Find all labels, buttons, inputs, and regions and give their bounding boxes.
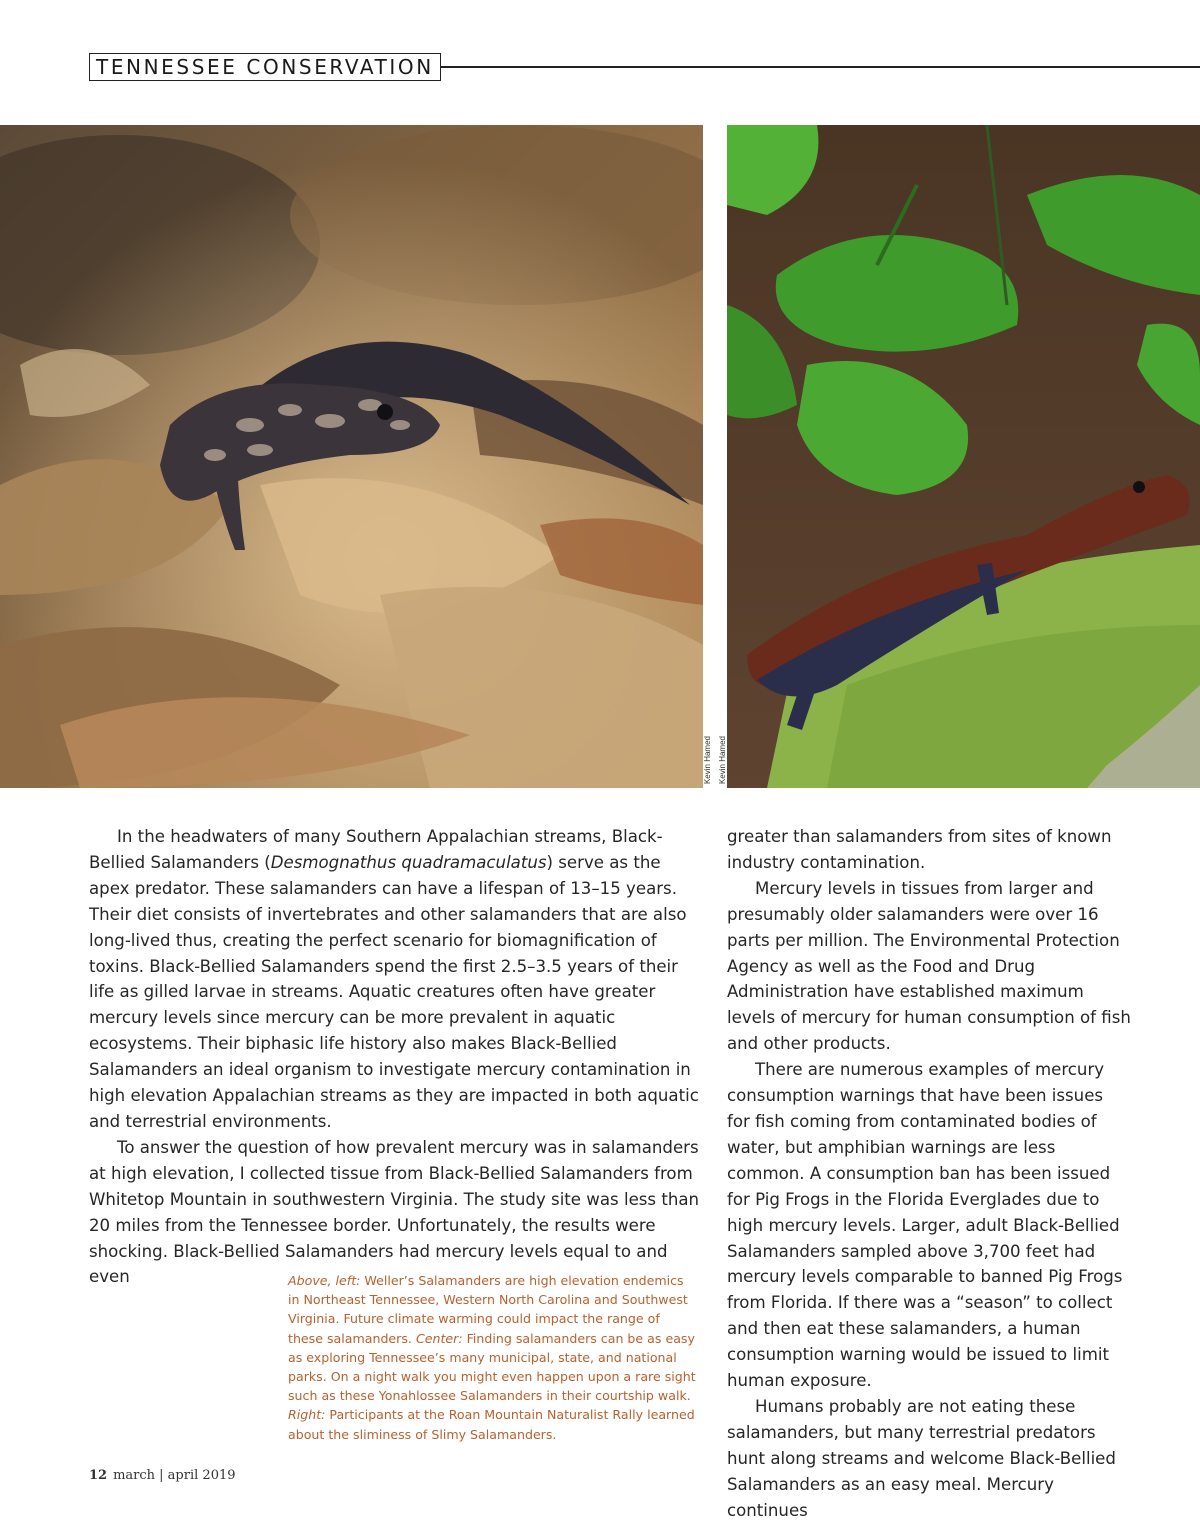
article-column-left (89, 824, 703, 1290)
caption-label: Center: (415, 1330, 463, 1346)
caption-label: Above, left: (288, 1273, 361, 1288)
page-number: 12 (89, 1468, 108, 1483)
header-rule (441, 66, 1200, 68)
article-paragraph: There are numerous examples of mercury consumption warnings that have been issues for fish coming from contaminated bodies of water, but amphibian warnings are less common. A consumption ban has been issued for Pig Frogs in the Florida Everglades due to high mercury levels. Larger, adult Black-Bellied Salamanders sampled above 3,700 feet had mercury levels comparable to banned Pig Frogs from Florida. If there was a “season” to collect and then eat these salamanders, a human consumption warning would be issued to limit human exposure. (727, 1060, 1123, 1391)
article-paragraph: To answer the question of how prevalent mercury was in salamanders at high elevation, I collected tissue from Black-Bellied Salamanders from Whitetop Mountain in southwestern Virginia. The study site was less than 20 miles from the Tennessee border. Unfortunately, the results were shocking. Black-Bellied Salamanders had mercury levels equal to and even (89, 1137, 700, 1287)
page-folio (89, 1468, 236, 1483)
photo-caption: Above, left: Weller’s Salamanders are high elevation endemics in Northeast Tennessee, Western North Carolina and Southwest Virginia. Future climate warming could impact the range of these salamanders. Center: Finding salamanders can be as easy as exploring Tennessee’s many municipal, state, and national parks. On a night walk you might even happen upon a rare sight such as these Yonahlossee Salamanders in their courtship walk. Right: Participants at the Roan Mountain Naturalist Rally learned about the sliminess of Slimy Salamanders. (288, 1273, 696, 1442)
photo-credit-right: Kevin Hamed (718, 736, 727, 785)
section-header (89, 53, 1200, 83)
article-paragraph: Mercury levels in tissues from larger and presumably older salamanders were over 16 parts per million. The Environmental Protection Agency as well as the Food and Drug Administration have established maximum levels of mercury for human consumption of fish and other products. (727, 878, 1131, 1054)
article-paragraph: greater than salamanders from sites of known industry contamination. (727, 827, 1112, 872)
article-paragraph: In the headwaters of many Southern Appalachian streams, Black-Bellied Salamanders (Desmognathus quadramaculatus) serve as the apex predator. These salamanders can have a lifespan of 13–15 years. Their diet consists of invertebrates and other salamanders that are also long-lived thus, creating the perfect scenario for biomagnification of toxins. Black-Bellied Salamanders spend the first 2.5–3.5 years of their life as gilled larvae in streams. Aquatic creatures often have greater mercury levels since mercury can be more prevalent in aquatic ecosystems. Their biphasic life history also makes Black-Bellied Salamanders an ideal organism to investigate mercury contamination in high elevation Appalachian streams as they are impacted in both aquatic and terrestrial environments. (89, 827, 699, 1131)
species-name: Desmognathus quadramaculatus (270, 852, 547, 872)
caption-label: Right: (288, 1407, 326, 1423)
article-paragraph: Humans probably are not eating these salamanders, but many terrestrial predators hunt along streams and welcome Black-Bellied Salamanders as an easy meal. Mercury continues (727, 1396, 1116, 1520)
article-column-right (727, 824, 1131, 1523)
photo-wellers-salamander (0, 125, 703, 788)
photo-yonahlossee-salamander (727, 125, 1200, 788)
photo-credit-left: Kevin Hamed (703, 736, 712, 785)
section-label: TENNESSEE CONSERVATION (89, 53, 441, 81)
issue-date: march | april 2019 (113, 1468, 236, 1483)
